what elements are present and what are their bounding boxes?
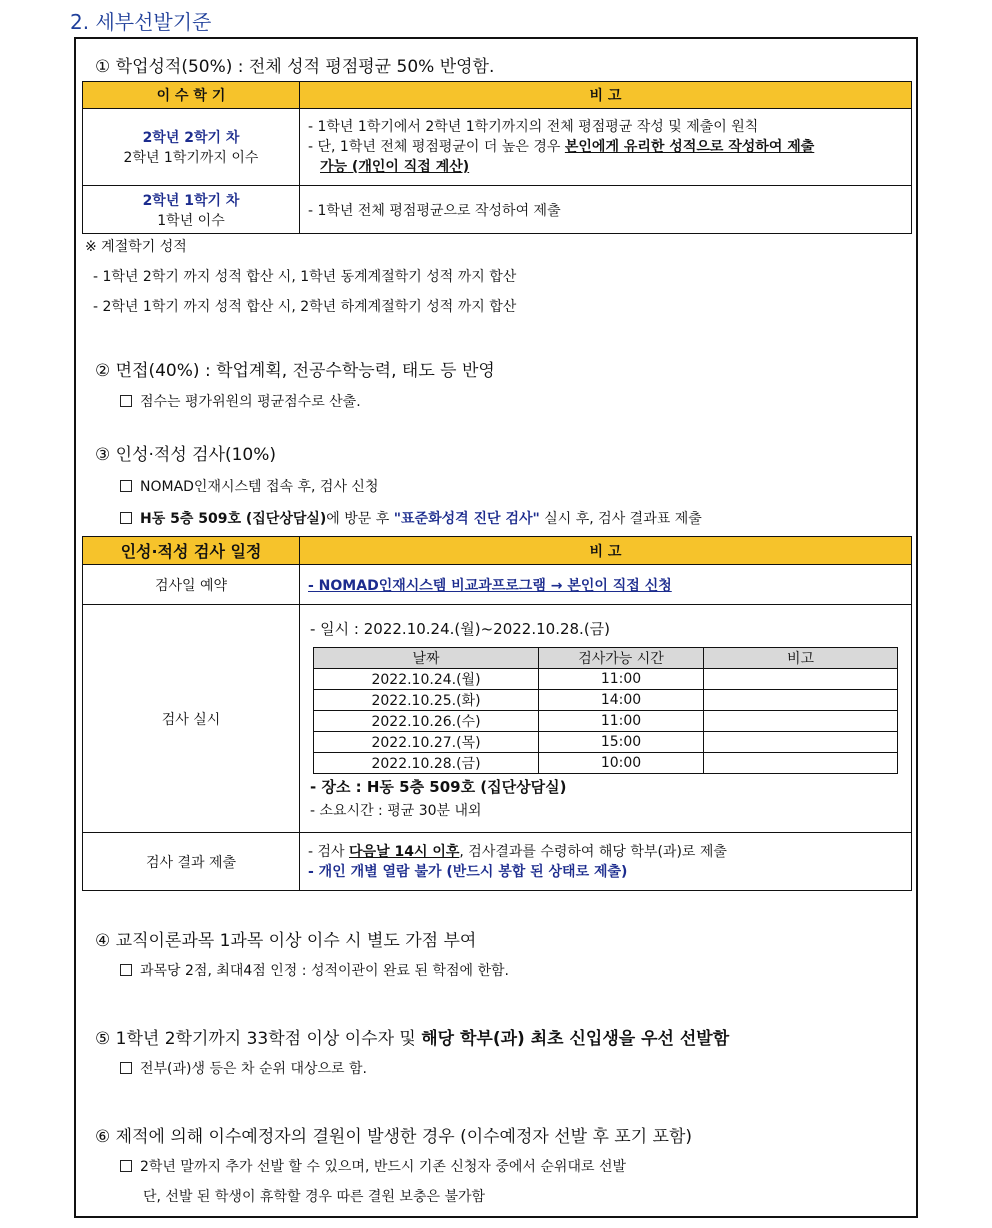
result-text: - 검사 — [308, 843, 350, 860]
schedule-note — [704, 731, 898, 752]
section4-bullet — [120, 960, 509, 980]
note-line: - 1학년 1학기에서 2학년 1학기까지의 전체 평점평균 작성 및 제출이 원칙 — [308, 119, 759, 135]
schedule-time: 14:00 — [539, 689, 704, 710]
result-underlined: 다음날 14시 이후 — [349, 843, 460, 860]
reservation-label: 검사일 예약 — [83, 565, 300, 605]
test-period: - 일시 : 2022.10.24.(월)~2022.10.28.(금) — [310, 619, 611, 638]
section4-heading: ④ 교직이론과목 1과목 이상 이수 시 별도 가점 부여 — [95, 931, 477, 951]
document-title: 2. 세부선발기준 — [70, 10, 212, 34]
section3-bullet-2 — [120, 508, 702, 528]
note-line — [308, 157, 903, 177]
note-underlined: 본인에게 유리한 성적으로 작성하여 제출 — [564, 139, 815, 155]
result-submit-cell — [300, 833, 912, 891]
term-title: 2학년 1학기 차 — [142, 192, 240, 209]
term-cell-2-1 — [83, 186, 300, 234]
section3-heading: ③ 인성·적성 검사(10%) — [95, 445, 277, 465]
table-row — [314, 752, 898, 773]
schedule-date: 2022.10.27.(목) — [314, 731, 539, 752]
table-row — [314, 710, 898, 731]
schedule-time: 11:00 — [539, 710, 704, 731]
bullet-text: 2학년 말까지 추가 선발 할 수 있으며, 반드시 기존 신청자 중에서 순위대로 선발 — [140, 1159, 627, 1175]
result-submit-label: 검사 결과 제출 — [83, 833, 300, 891]
note-cell-2-1: - 1학년 전체 평점평균으로 작성하여 제출 — [300, 186, 912, 234]
schedule-table — [313, 647, 898, 774]
note-underlined: 가능 — [320, 159, 348, 175]
checkbox-icon — [120, 964, 132, 976]
schedule-header-date: 날짜 — [314, 647, 539, 668]
result-line-2: - 개인 개별 열람 불가 (반드시 봉합 된 상태로 제출) — [308, 863, 628, 880]
term-title: 2학년 2학기 차 — [142, 130, 240, 146]
section2-bullet — [120, 391, 361, 411]
test-exec-label: 검사 실시 — [83, 605, 300, 833]
term-cell-2-2 — [83, 109, 300, 186]
test-exec-cell — [300, 605, 912, 833]
bullet-quote: "표준화성격 진단 검사" — [393, 511, 540, 527]
schedule-time: 15:00 — [539, 731, 704, 752]
section5-heading — [95, 1024, 729, 1049]
checkbox-icon — [120, 1062, 132, 1074]
schedule-date: 2022.10.24.(월) — [314, 668, 539, 689]
reservation-note — [300, 565, 912, 605]
heading-text: ⑤ 1학년 2학기까지 33학점 이상 이수자 및 — [95, 1029, 422, 1049]
schedule-header-time: 검사가능 시간 — [539, 647, 704, 668]
table-header-note: 비 고 — [300, 82, 912, 109]
section6-bullet-2: 단, 선발 된 학생이 휴학할 경우 따른 결원 보충은 불가함 — [143, 1189, 486, 1205]
result-line-1 — [308, 842, 903, 862]
section5-bullet — [120, 1058, 367, 1078]
note-line — [308, 137, 903, 157]
bullet-text: 과목당 2점, 최대4점 인정 : 성적이관이 완료 된 학점에 한함. — [140, 963, 510, 979]
schedule-date: 2022.10.28.(금) — [314, 752, 539, 773]
table-row — [314, 668, 898, 689]
table-row — [314, 731, 898, 752]
bullet-text: 실시 후, 검사 결과표 제출 — [539, 511, 702, 527]
note-underlined: (개인이 직접 계산) — [347, 159, 470, 175]
result-text: , 검사결과를 수령하여 해당 학부(과)로 제출 — [459, 843, 727, 860]
schedule-note — [704, 752, 898, 773]
term-subtitle: 1학년 이수 — [157, 212, 225, 229]
section6-bullet-1 — [120, 1156, 626, 1176]
section6-heading: ⑥ 제적에 의해 이수예정자의 결원이 발생한 경우 (이수예정자 선발 후 포기 포함) — [95, 1127, 693, 1147]
schedule-date: 2022.10.26.(수) — [314, 710, 539, 731]
schedule-note — [704, 668, 898, 689]
schedule-date: 2022.10.25.(화) — [314, 689, 539, 710]
section2-heading: ② 면접(40%) : 학업계획, 전공수학능력, 태도 등 반영 — [95, 361, 495, 381]
bullet-text: 점수는 평가위원의 평균점수로 산출. — [140, 394, 361, 410]
seasonal-note-1: - 1학년 2학기 까지 성적 합산 시, 1학년 동계계절학기 성적 까지 합산 — [93, 269, 517, 285]
bullet-text: NOMAD인재시스템 접속 후, 검사 신청 — [140, 479, 379, 495]
schedule-time: 11:00 — [539, 668, 704, 689]
checkbox-icon — [120, 395, 132, 407]
note-text: - 단, 1학년 전체 평점평균이 더 높은 경우 — [308, 139, 565, 155]
section1-heading: ① 학업성적(50%) : 전체 성적 평점평균 50% 반영함. — [95, 57, 495, 77]
checkbox-icon — [120, 512, 132, 524]
table-row — [314, 689, 898, 710]
bullet-text: 에 방문 후 — [326, 511, 394, 527]
heading-bold: 해당 학부(과) 최초 신입생을 우선 선발함 — [421, 1029, 730, 1049]
table-header-schedule: 인성·적성 검사 일정 — [83, 537, 300, 565]
seasonal-note-title: ※ 계절학기 성적 — [85, 239, 187, 255]
note-cell-2-2 — [300, 109, 912, 186]
bullet-bold: H동 5층 509호 (집단상담실) — [140, 511, 327, 527]
aptitude-test-table — [82, 536, 912, 891]
bullet-text: 전부(과)생 등은 차 순위 대상으로 함. — [140, 1061, 367, 1077]
test-place: - 장소 : H동 5층 509호 (집단상담실) — [310, 777, 567, 796]
schedule-note — [704, 710, 898, 731]
term-subtitle: 2학년 1학기까지 이수 — [123, 150, 259, 166]
table-header-note: 비 고 — [300, 537, 912, 565]
checkbox-icon — [120, 1160, 132, 1172]
checkbox-icon — [120, 480, 132, 492]
schedule-header-note: 비고 — [704, 647, 898, 668]
table-header-term: 이 수 학 기 — [83, 82, 300, 109]
academic-grade-table — [82, 81, 912, 234]
schedule-time: 10:00 — [539, 752, 704, 773]
reservation-note-text: - NOMAD인재시스템 비교과프로그램 → 본인이 직접 신청 — [308, 577, 672, 594]
seasonal-note-2: - 2학년 1학기 까지 성적 합산 시, 2학년 하계계절학기 성적 까지 합산 — [93, 299, 517, 315]
test-duration: - 소요시간 : 평균 30분 내외 — [310, 802, 482, 819]
schedule-note — [704, 689, 898, 710]
section3-bullet-1 — [120, 476, 378, 496]
